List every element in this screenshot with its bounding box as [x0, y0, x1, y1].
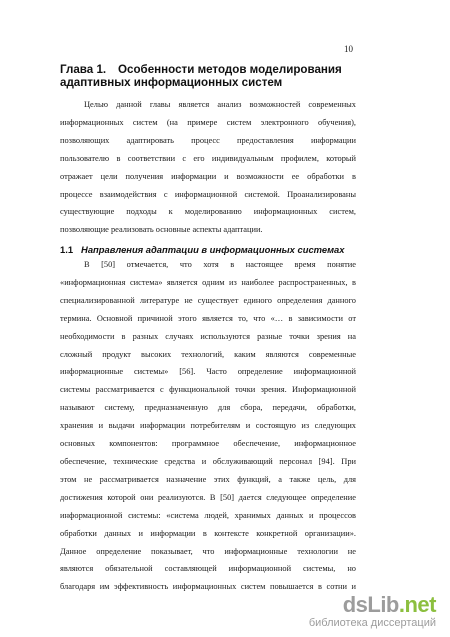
text-line: специализированной литературе не существует единого определения данного — [60, 295, 356, 305]
text-line: информационных систем (на примере систем электронного обучения), — [60, 117, 356, 127]
section-title: Направления адаптации в информационных системах — [81, 244, 345, 255]
text-line: являются обязательной составляющей информационной системы, но — [60, 564, 356, 574]
text-line: позволяющих адаптировать процесс предоставления информации — [60, 135, 356, 145]
watermark-logo-part2: .net — [398, 592, 436, 617]
text-line: информационной системы: «система людей, хранимых данных и процессов — [60, 510, 356, 520]
watermark-logo-part1: dsLib — [342, 592, 399, 617]
text-line: обработки данных и информации в контексте конкретной организации». — [60, 528, 356, 538]
section-number: 1.1 — [60, 244, 74, 255]
chapter-number: Глава 1. — [60, 63, 107, 76]
text-line: сложный продукт высоких технологий, каким являются современные — [60, 349, 356, 359]
text-line: «информационная система» является одним из наиболее распространенных, в — [60, 277, 356, 287]
text-line: процессе взаимодействия с информационной системой. Проанализированы — [60, 189, 356, 199]
text-line: благодаря им эффективность информационных систем повышается в сотни и — [60, 582, 356, 592]
text-line: этом не рассматривается назначение этих функций, а также цель, для — [60, 474, 356, 484]
text-line: Целью данной главы является анализ возможностей современных — [84, 100, 356, 109]
watermark — [309, 593, 436, 629]
text-line: основных компонентов: программное обеспечение, информационное — [60, 439, 356, 449]
text-line: позволяющие реализовать основные аспекты адаптации. — [60, 225, 263, 235]
page-number: 10 — [344, 44, 353, 54]
section-heading — [60, 244, 360, 255]
text-line: обеспечение, технические средства и обслуживающий персонал [94]. При — [60, 456, 356, 466]
text-line: необходимости в разных случаях используются разные точки зрения на — [60, 331, 356, 341]
chapter-heading-line1 — [60, 63, 360, 76]
chapter-title-line1: Особенности методов моделирования — [118, 63, 342, 76]
text-line: существующие подходы к моделированию информационных систем, — [60, 207, 356, 217]
text-line: Данное определение показывает, что информационные технологии не — [60, 546, 356, 556]
text-line: достижения которой они реализуются. В [50] дается следующее определение — [60, 492, 356, 502]
watermark-subtitle: библиотека диссертаций — [308, 617, 436, 629]
text-line: отражает цели получения информации и возможности ее обработки в — [60, 171, 356, 181]
intro-paragraph — [60, 96, 356, 239]
text-line: хранения и выдачи информации потребителям и состоящую из следующих — [60, 421, 356, 431]
text-line: системы рассматривается с функциональной точки зрения. Информационной — [60, 385, 356, 395]
text-line: пользователю в соответствии с его индивидуальным профилем, который — [60, 153, 356, 163]
chapter-title-line2: адаптивных информационных систем — [60, 76, 283, 89]
section-paragraph — [60, 256, 356, 596]
text-line: термина. Основной причиной этого является то, что «… в зависимости от — [60, 313, 356, 323]
text-line: информационные системы» [56]. Часто определение информационной — [60, 367, 356, 377]
text-line: В [50] отмечается, что хотя в настоящее время понятие — [84, 260, 356, 269]
text-line: называют систему, предназначенную для сбора, передачи, обработки, — [60, 403, 356, 413]
chapter-heading — [60, 63, 360, 89]
watermark-logo — [309, 593, 436, 617]
